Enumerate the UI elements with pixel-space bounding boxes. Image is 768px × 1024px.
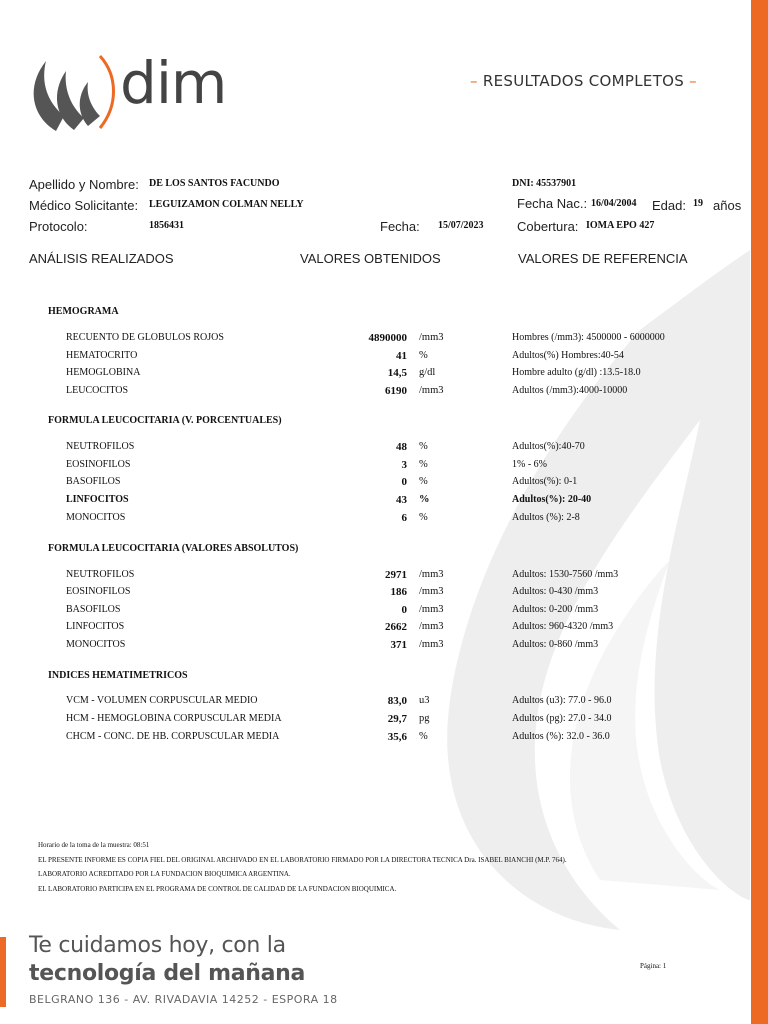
result-row: [0, 512, 740, 526]
result-value: 4890000: [368, 332, 407, 344]
result-value: 371: [390, 639, 407, 651]
birth-label: Fecha Nac.:: [517, 196, 588, 211]
age-label: Edad:: [652, 198, 686, 213]
result-name: BASOFILOS: [66, 604, 121, 615]
title-dash-left: –: [470, 72, 478, 90]
result-value: 35,6: [387, 731, 407, 743]
result-name: NEUTROFILOS: [66, 441, 135, 452]
result-value: 2662: [385, 621, 407, 633]
result-reference: Adultos: 1530-7560 /mm3: [512, 569, 619, 580]
column-obtained: VALORES OBTENIDOS: [300, 251, 441, 266]
result-value: 6190: [385, 385, 407, 397]
result-reference: Adultos (/mm3):4000-10000: [512, 385, 628, 396]
result-reference: Adultos: 0-430 /mm3: [512, 586, 599, 597]
result-value: 186: [390, 586, 407, 598]
footnote-line: EL PRESENTE INFORME ES COPIA FIEL DEL ORIGINAL ARCHIVADO EN EL LABORATORIO FIRMADO POR LA DIRECTORA TECNICA Dra. ISABEL BIANCHI (M.P. 764).: [38, 855, 567, 864]
coverage-value: IOMA EPO 427: [586, 220, 655, 231]
result-reference: Adultos: 0-860 /mm3: [512, 639, 599, 650]
page-number: Página: 1: [640, 962, 667, 970]
result-unit: /mm3: [419, 569, 444, 580]
result-name: MONOCITOS: [66, 639, 126, 650]
patient-name: DE LOS SANTOS FACUNDO: [149, 178, 280, 189]
birth-date: 16/04/2004: [591, 198, 637, 209]
column-reference: VALORES DE REFERENCIA: [518, 251, 688, 266]
footnote-line: EL LABORATORIO PARTICIPA EN EL PROGRAMA DE CONTROL DE CALIDAD DE LA FUNDACION BIOQUIMICA.: [38, 884, 397, 893]
result-unit: /mm3: [419, 385, 444, 396]
result-reference: Hombres (/mm3): 4500000 - 6000000: [512, 332, 665, 343]
result-unit: g/dl: [419, 367, 436, 378]
result-reference: Adultos: 960-4320 /mm3: [512, 621, 614, 632]
result-name: NEUTROFILOS: [66, 569, 135, 580]
section-title-formula-abs: FORMULA LEUCOCITARIA (VALORES ABSOLUTOS): [48, 543, 299, 554]
title-dash-right: –: [689, 72, 697, 90]
protocol-label: Protocolo:: [29, 219, 88, 234]
result-row: [0, 695, 740, 709]
logo-text: dim: [120, 49, 227, 117]
report-title-text: RESULTADOS COMPLETOS: [482, 72, 685, 90]
result-value: 0: [401, 476, 407, 488]
result-reference: Adultos(%) Hombres:40-54: [512, 350, 624, 361]
section-title-hemograma: HEMOGRAMA: [48, 306, 119, 317]
date-value: 15/07/2023: [438, 220, 484, 231]
result-name: HEMOGLOBINA: [66, 367, 141, 378]
accent-side-bar: [751, 0, 768, 1024]
doctor-name: LEGUIZAMON COLMAN NELLY: [149, 199, 304, 210]
result-reference: Adultos(%): 20-40: [512, 494, 592, 505]
result-reference: Adultos(%):40-70: [512, 441, 585, 452]
result-row: [0, 569, 740, 583]
protocol-value: 1856431: [149, 220, 184, 231]
result-reference: Adultos: 0-200 /mm3: [512, 604, 599, 615]
result-row: [0, 494, 740, 508]
dni-value: 45537901: [536, 178, 577, 189]
result-row: [0, 367, 740, 381]
result-unit: u3: [419, 695, 430, 706]
result-row: [0, 586, 740, 600]
result-value: 0: [401, 604, 407, 616]
footer-address: BELGRANO 136 - AV. RIVADAVIA 14252 - ESPORA 18: [29, 993, 338, 1006]
result-value: 6: [401, 512, 407, 524]
result-reference: Adultos (pg): 27.0 - 34.0: [512, 713, 612, 724]
slogan-line-2: tecnología del mañana: [29, 961, 306, 986]
result-name: RECUENTO DE GLOBULOS ROJOS: [66, 332, 224, 343]
name-label: Apellido y Nombre:: [29, 177, 139, 192]
result-unit: %: [419, 459, 428, 470]
result-name: LEUCOCITOS: [66, 385, 129, 396]
result-unit: /mm3: [419, 604, 444, 615]
result-unit: /mm3: [419, 621, 444, 632]
result-unit: /mm3: [419, 639, 444, 650]
age-unit: años: [713, 198, 742, 213]
footer-accent-line: [0, 937, 6, 1007]
coverage-label: Cobertura:: [517, 219, 579, 234]
result-name: EOSINOFILOS: [66, 459, 131, 470]
result-unit: %: [419, 441, 428, 452]
result-value: 83,0: [387, 695, 407, 707]
result-reference: Hombre adulto (g/dl) :13.5-18.0: [512, 367, 641, 378]
result-row: [0, 639, 740, 653]
result-value: 43: [396, 494, 407, 506]
result-reference: Adultos (%): 32.0 - 36.0: [512, 731, 610, 742]
result-value: 14,5: [387, 367, 407, 379]
footnote-line: LABORATORIO ACREDITADO POR LA FUNDACION BIOQUIMICA ARGENTINA.: [38, 870, 291, 878]
column-analysis: ANÁLISIS REALIZADOS: [29, 251, 174, 266]
dni: [512, 178, 576, 189]
result-row: [0, 441, 740, 455]
result-unit: %: [419, 494, 430, 505]
date-label: Fecha:: [380, 219, 420, 234]
result-reference: Adultos (%): 2-8: [512, 512, 580, 523]
result-unit: %: [419, 476, 428, 487]
result-unit: %: [419, 512, 428, 523]
report-title: [470, 72, 697, 90]
result-row: [0, 385, 740, 399]
footnotes: [38, 838, 567, 896]
section-title-indices: INDICES HEMATIMETRICOS: [48, 670, 188, 681]
result-name: MONOCITOS: [66, 512, 126, 523]
section-title-formula-pct: FORMULA LEUCOCITARIA (V. PORCENTUALES): [48, 415, 282, 426]
dni-label: DNI:: [512, 178, 534, 189]
result-reference: 1% - 6%: [512, 459, 547, 470]
result-row: [0, 350, 740, 364]
result-name: EOSINOFILOS: [66, 586, 131, 597]
result-name: LINFOCITOS: [66, 494, 129, 505]
result-reference: Adultos (u3): 77.0 - 96.0: [512, 695, 612, 706]
footnote-line: Horario de la toma de la muestra: 08:51: [38, 841, 150, 849]
age-value: 19: [693, 198, 703, 209]
slogan-line-1: Te cuidamos hoy, con la: [29, 933, 286, 958]
result-value: 3: [401, 459, 407, 471]
result-name: HCM - HEMOGLOBINA CORPUSCULAR MEDIA: [66, 713, 282, 724]
result-row: [0, 604, 740, 618]
result-row: [0, 476, 740, 490]
result-name: VCM - VOLUMEN CORPUSCULAR MEDIO: [66, 695, 258, 706]
result-name: CHCM - CONC. DE HB. CORPUSCULAR MEDIA: [66, 731, 280, 742]
result-unit: /mm3: [419, 586, 444, 597]
result-row: [0, 459, 740, 473]
result-value: 29,7: [387, 713, 407, 725]
result-row: [0, 713, 740, 727]
doctor-label: Médico Solicitante:: [29, 198, 139, 213]
result-row: [0, 332, 740, 346]
result-unit: %: [419, 350, 428, 361]
result-name: BASOFILOS: [66, 476, 121, 487]
result-row: [0, 731, 740, 745]
result-value: 2971: [385, 569, 407, 581]
result-unit: pg: [419, 713, 430, 724]
result-name: LINFOCITOS: [66, 621, 125, 632]
result-unit: /mm3: [419, 332, 444, 343]
result-name: HEMATOCRITO: [66, 350, 138, 361]
result-value: 41: [396, 350, 407, 362]
result-reference: Adultos(%): 0-1: [512, 476, 578, 487]
result-unit: %: [419, 731, 428, 742]
result-row: [0, 621, 740, 635]
result-value: 48: [396, 441, 407, 453]
